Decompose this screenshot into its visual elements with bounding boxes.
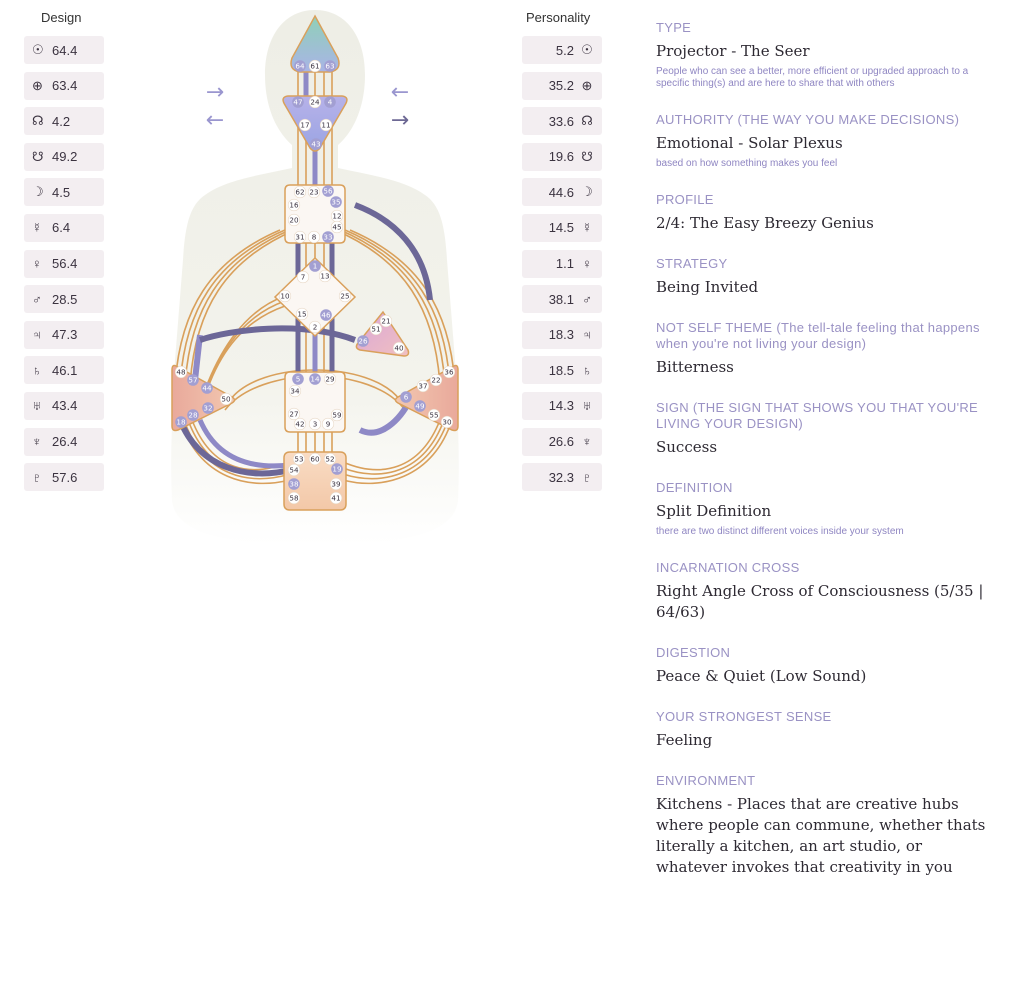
variable-arrow-icon: → <box>390 108 410 133</box>
planet-glyph-icon: ☋ <box>581 148 593 164</box>
info-label: AUTHORITY (THE WAY YOU MAKE DECISIONS) <box>656 112 960 127</box>
gate-number: 21 <box>381 316 391 326</box>
gate-number: 12 <box>332 211 342 221</box>
info-value: Projector - The Seer <box>656 42 810 60</box>
planet-glyph-icon: ☋ <box>32 148 44 164</box>
planet-value: 33.6 <box>548 113 574 129</box>
design-planet-row <box>24 321 104 349</box>
gate-number: 48 <box>176 367 186 377</box>
planet-value: 47.3 <box>52 327 78 343</box>
planet-glyph-icon: ☽ <box>581 184 593 200</box>
gate-number: 37 <box>418 381 428 391</box>
gate-number: 14 <box>310 374 320 384</box>
planet-glyph-icon: ♄ <box>582 362 592 378</box>
planet-glyph-icon: ♂ <box>32 291 42 307</box>
gate-number: 60 <box>310 454 320 464</box>
planet-value: 14.5 <box>548 220 574 236</box>
info-value: Kitchens - Places that are creative hubs where people can commune, whether thats literally a kitchen, an art studio, or whatever invokes that creativity in you <box>656 795 986 876</box>
gate-number: 13 <box>320 271 330 281</box>
planet-value: 43.4 <box>52 398 78 414</box>
planet-glyph-icon: ♃ <box>582 327 592 343</box>
info-label: YOUR STRONGEST SENSE <box>656 709 832 724</box>
design-planet-row <box>24 72 104 100</box>
planet-value: 63.4 <box>52 78 78 94</box>
gate-number: 54 <box>289 465 299 475</box>
info-description: there are two distinct different voices inside your system <box>656 526 904 537</box>
planet-glyph-icon: ♆ <box>32 434 42 450</box>
gate-number: 10 <box>280 291 290 301</box>
gate-number: 56 <box>323 186 333 196</box>
gate-number: 45 <box>332 222 342 232</box>
info-value: Right Angle Cross of Consciousness (5/35 | 64/63) <box>656 582 984 621</box>
planet-value: 35.2 <box>548 78 574 94</box>
info-label: PROFILE <box>656 192 714 207</box>
planet-glyph-icon: ☿ <box>32 220 42 236</box>
personality-planet-row <box>522 250 602 278</box>
info-section <box>656 773 986 878</box>
info-section <box>656 400 986 458</box>
planet-glyph-icon: ☉ <box>581 42 593 57</box>
gate-number: 39 <box>331 479 341 489</box>
planet-value: 44.6 <box>548 184 574 200</box>
info-value: Success <box>656 438 718 456</box>
design-planet-row <box>24 356 104 384</box>
info-description: based on how something makes you feel <box>656 158 838 169</box>
planet-value: 38.1 <box>548 291 574 307</box>
gate-number: 30 <box>442 417 452 427</box>
gate-number: 23 <box>309 187 319 197</box>
planet-value: 19.6 <box>548 149 574 165</box>
variable-arrow-icon: ← <box>205 108 225 133</box>
personality-planet-row <box>522 321 602 349</box>
planet-glyph-icon: ♇ <box>582 469 592 485</box>
gate-number: 1 <box>312 261 318 271</box>
planet-glyph-icon: ☿ <box>582 220 592 236</box>
design-planet-row <box>24 285 104 313</box>
gate-number: 40 <box>394 343 404 353</box>
gate-number: 6 <box>403 392 409 402</box>
planet-value: 18.3 <box>548 327 574 343</box>
info-panel <box>656 20 986 900</box>
gate-number: 15 <box>297 309 307 319</box>
gate-number: 52 <box>325 454 335 464</box>
info-value: 2/4: The Easy Breezy Genius <box>656 214 874 232</box>
gate-number: 42 <box>295 419 305 429</box>
gate-number: 24 <box>310 97 320 107</box>
gate-number: 44 <box>202 383 212 393</box>
planet-glyph-icon: ☊ <box>32 113 44 129</box>
planet-value: 26.6 <box>548 434 574 450</box>
gate-number: 5 <box>295 374 301 384</box>
planet-glyph-icon: ☽ <box>32 184 44 200</box>
planet-value: 1.1 <box>555 256 574 272</box>
info-section <box>656 112 986 170</box>
gate-number: 29 <box>325 374 335 384</box>
planet-glyph-icon: ♇ <box>32 469 42 485</box>
variable-arrow-icon: → <box>205 80 225 105</box>
planet-value: 46.1 <box>52 362 78 378</box>
planet-value: 26.4 <box>52 434 78 450</box>
design-header: Design <box>41 10 82 25</box>
info-label: INCARNATION CROSS <box>656 560 800 575</box>
planet-value: 18.5 <box>548 362 574 378</box>
gate-number: 33 <box>323 232 333 242</box>
gate-number: 2 <box>312 322 318 332</box>
personality-planet-row <box>522 36 602 64</box>
planet-value: 4.2 <box>52 113 71 129</box>
planet-value: 28.5 <box>52 291 78 307</box>
planet-glyph-icon: ⊕ <box>581 77 593 93</box>
design-planet-row <box>24 143 104 171</box>
personality-planet-row <box>522 178 602 206</box>
info-section <box>656 256 986 298</box>
gate-number: 49 <box>415 401 425 411</box>
info-value: Feeling <box>656 731 713 749</box>
personality-planet-row <box>522 143 602 171</box>
gate-number: 57 <box>188 375 198 385</box>
design-planet-row <box>24 463 104 491</box>
gate-number: 31 <box>295 232 305 242</box>
info-section <box>656 480 986 538</box>
info-value: Bitterness <box>656 358 734 376</box>
planet-glyph-icon: ☉ <box>32 42 44 57</box>
gate-number: 64 <box>295 61 305 71</box>
planet-glyph-icon: ♄ <box>32 362 42 378</box>
info-value: Emotional - Solar Plexus <box>656 134 843 152</box>
info-description: People who can see a better, more efficient or upgraded approach to a specific thing(s) and are here to share that with others <box>656 66 969 89</box>
planet-glyph-icon: ♂ <box>582 291 592 307</box>
gate-number: 26 <box>358 336 368 346</box>
variable-arrow-icon: ← <box>390 80 410 105</box>
design-list <box>24 36 104 499</box>
planet-glyph-icon: ♆ <box>582 434 592 450</box>
personality-planet-row <box>522 356 602 384</box>
planet-value: 56.4 <box>52 256 78 272</box>
personality-planet-row <box>522 107 602 135</box>
info-label: DEFINITION <box>656 480 733 495</box>
planet-value: 5.2 <box>555 42 574 58</box>
gate-number: 20 <box>289 215 299 225</box>
planet-glyph-icon: ⊕ <box>32 77 43 93</box>
gate-number: 38 <box>289 479 299 489</box>
personality-planet-row <box>522 392 602 420</box>
gate-number: 17 <box>300 120 310 130</box>
info-label: STRATEGY <box>656 256 728 271</box>
gate-number: 27 <box>289 409 299 419</box>
gate-number: 28 <box>188 410 198 420</box>
gate-number: 16 <box>289 200 299 210</box>
gate-number: 59 <box>332 410 342 420</box>
design-planet-row <box>24 214 104 242</box>
info-label: DIGESTION <box>656 645 731 660</box>
info-section <box>656 192 986 234</box>
gate-number: 3 <box>312 419 318 429</box>
planet-value: 4.5 <box>52 184 71 200</box>
design-planet-row <box>24 392 104 420</box>
planet-value: 57.6 <box>52 469 78 485</box>
gate-number: 32 <box>203 403 213 413</box>
info-section <box>656 560 986 623</box>
design-planet-row <box>24 107 104 135</box>
info-label: SIGN (THE SIGN THAT SHOWS YOU THAT YOU'RE LIVING YOUR DESIGN) <box>656 400 979 431</box>
info-value: Being Invited <box>656 278 759 296</box>
gate-number: 18 <box>176 417 186 427</box>
planet-glyph-icon: ☊ <box>581 113 593 129</box>
gate-number: 22 <box>431 375 441 385</box>
planet-value: 49.2 <box>52 149 78 165</box>
gate-number: 9 <box>325 419 331 429</box>
design-planet-row <box>24 428 104 456</box>
design-planet-row <box>24 250 104 278</box>
gate-number: 41 <box>331 493 341 503</box>
gate-number: 46 <box>321 310 331 320</box>
info-section <box>656 709 986 751</box>
personality-planet-row <box>522 72 602 100</box>
design-planet-row <box>24 36 104 64</box>
planet-value: 32.3 <box>548 469 574 485</box>
gate-number: 36 <box>444 367 454 377</box>
gate-number: 55 <box>429 410 439 420</box>
planet-value: 14.3 <box>548 398 574 414</box>
info-section <box>656 645 986 687</box>
info-value: Peace & Quiet (Low Sound) <box>656 667 867 685</box>
info-section <box>656 20 986 90</box>
info-value: Split Definition <box>656 502 772 520</box>
planet-glyph-icon: ♅ <box>582 398 592 414</box>
gate-number: 4 <box>327 97 333 107</box>
planet-glyph-icon: ♀ <box>582 256 592 272</box>
planet-glyph-icon: ♃ <box>32 327 42 343</box>
bodygraph-chart <box>150 0 480 560</box>
gate-number: 58 <box>289 493 299 503</box>
personality-planet-row <box>522 428 602 456</box>
personality-planet-row <box>522 285 602 313</box>
personality-planet-row <box>522 214 602 242</box>
gate-number: 11 <box>321 120 331 130</box>
gate-number: 53 <box>294 454 304 464</box>
planet-glyph-icon: ♀ <box>32 256 42 272</box>
gate-number: 51 <box>371 324 381 334</box>
gate-number: 7 <box>300 272 306 282</box>
planet-value: 64.4 <box>52 42 78 58</box>
design-planet-row <box>24 178 104 206</box>
personality-header: Personality <box>526 10 591 25</box>
gate-number: 8 <box>311 232 317 242</box>
info-label: NOT SELF THEME (The tell-tale feeling that happens when you're not living your design) <box>656 320 980 351</box>
planet-value: 6.4 <box>52 220 71 236</box>
planet-glyph-icon: ♅ <box>32 398 42 414</box>
personality-list <box>522 36 602 499</box>
gate-number: 25 <box>340 291 350 301</box>
gate-number: 47 <box>293 97 303 107</box>
gate-number: 43 <box>311 139 321 149</box>
gate-number: 62 <box>295 187 305 197</box>
gate-number: 19 <box>332 464 342 474</box>
gate-number: 35 <box>331 197 341 207</box>
info-label: ENVIRONMENT <box>656 773 756 788</box>
info-section <box>656 320 986 378</box>
gate-number: 61 <box>310 61 320 71</box>
gate-number: 34 <box>290 386 300 396</box>
info-label: TYPE <box>656 20 692 35</box>
gate-number: 63 <box>325 61 335 71</box>
personality-planet-row <box>522 463 602 491</box>
gate-number: 50 <box>221 394 231 404</box>
